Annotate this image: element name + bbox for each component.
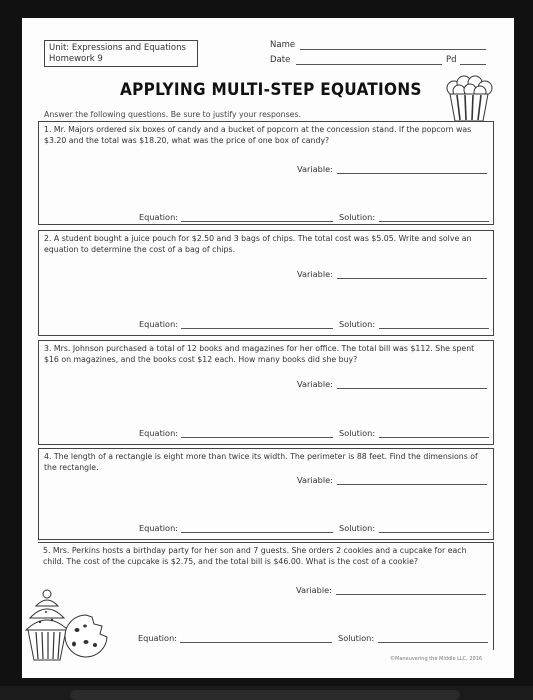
solution-line[interactable] [379,437,489,438]
variable-label: Variable: [297,475,333,485]
solution-line[interactable] [379,221,489,222]
equation-line[interactable] [181,328,333,329]
variable-label: Variable: [297,379,333,389]
question-box-4 [38,448,494,540]
equation-line[interactable] [181,221,333,222]
question-box-2 [38,230,494,336]
equation-label: Equation: [139,319,179,329]
equation-line[interactable] [181,437,333,438]
variable-line[interactable] [336,594,486,595]
bottom-pill [70,690,460,700]
variable-line[interactable] [337,484,487,485]
date-label: Date [270,55,291,65]
variable-label: Variable: [297,164,333,174]
solution-label: Solution: [339,212,376,222]
name-label: Name [270,40,296,50]
unit-label: Unit: Expressions and Equations [49,43,186,53]
unit-box [44,40,198,67]
name-line[interactable] [300,49,486,50]
equation-line[interactable] [181,532,333,533]
solution-line[interactable] [379,532,489,533]
equation-line[interactable] [180,642,332,643]
question-box-3 [38,340,494,445]
solution-label: Solution: [339,523,376,533]
popcorn-icon [440,74,498,122]
date-line[interactable] [296,64,442,65]
equation-label: Equation: [139,428,179,438]
instructions: Answer the following questions. Be sure to justify your responses. [44,110,302,119]
variable-label: Variable: [296,585,332,595]
variable-line[interactable] [337,388,487,389]
question-text: 2. A student bought a juice pouch for $2.50 and 3 bags of chips. The total cost was $5.05. Write and solve an equation to determine the cost of a bag of chips. [44,234,472,254]
solution-label: Solution: [338,633,375,643]
period-label: Pd [446,55,457,65]
variable-line[interactable] [337,173,487,174]
period-line[interactable] [460,64,486,65]
question-text: 3. Mrs. Johnson purchased a total of 12 books and magazines for her office. The total bill was $112. She spent $16 on magazines, and the books cost $12 each. How many books did she buy? [44,344,475,364]
solution-line[interactable] [379,328,489,329]
variable-label: Variable: [297,269,333,279]
page-title: APPLYING MULTI-STEP EQUATIONS [120,80,422,100]
solution-line[interactable] [378,642,488,643]
variable-line[interactable] [337,278,487,279]
cookie-icon [62,612,110,660]
solution-label: Solution: [339,428,376,438]
equation-label: Equation: [139,523,179,533]
question-text: 5. Mrs. Perkins hosts a birthday party for her son and 7 guests. She orders 2 cookies and a cupcake for each child. The cost of the cupcake is $2.75, and the total bill is $46.00. What is the cost of a cookie? [43,546,467,566]
equation-label: Equation: [138,633,178,643]
question-text: 1. Mr. Majors ordered six boxes of candy and a bucket of popcorn at the concession stand. If the popcorn was $3.20 and the total was $18.20, what was the price of one box of candy? [44,125,472,145]
homework-label: Homework 9 [49,54,103,64]
equation-label: Equation: [139,212,179,222]
solution-label: Solution: [339,319,376,329]
copyright-text: ©Maneuvering the Middle LLC, 2016 [390,656,483,662]
question-box-1 [38,121,494,225]
question-text: 4. The length of a rectangle is eight more than twice its width. The perimeter is 88 feet. Find the dimensions of the rectangle. [44,452,478,472]
